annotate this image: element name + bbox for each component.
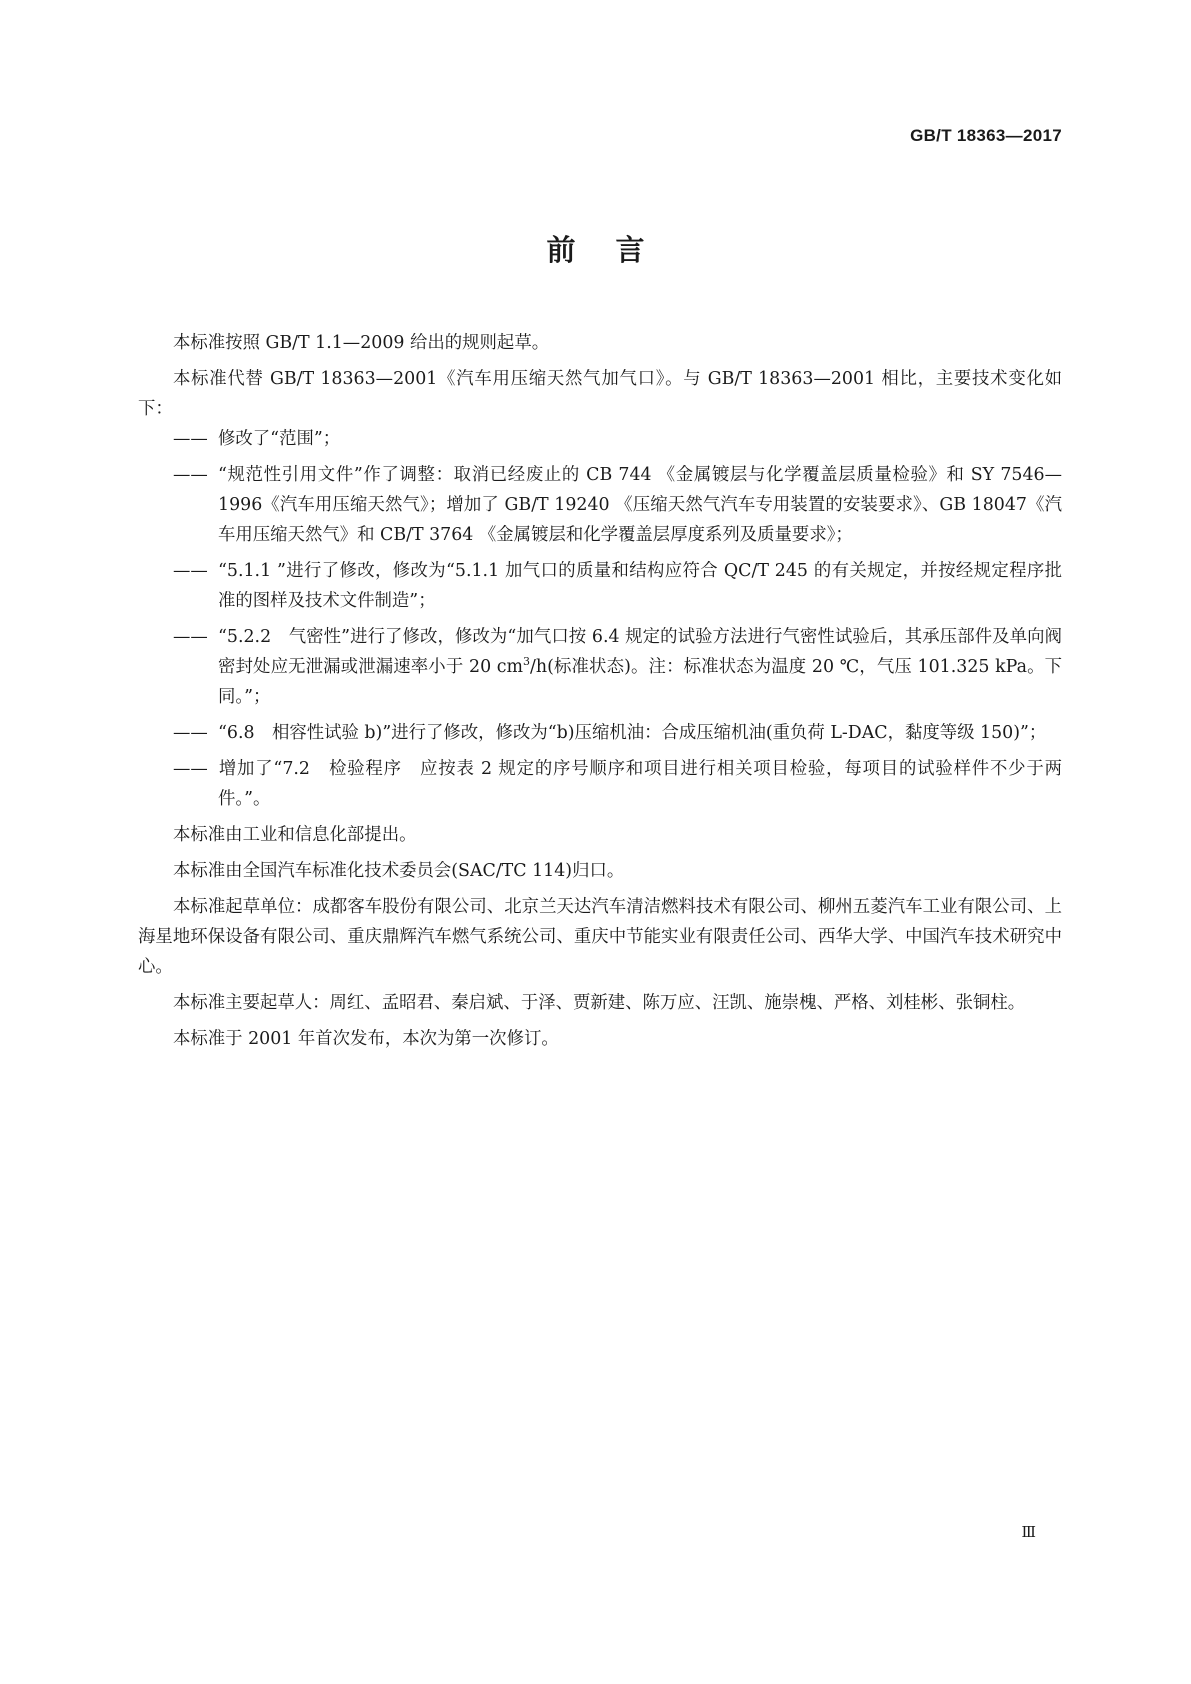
standard-number: GB/T 18363—2017 (910, 126, 1062, 145)
centralized-paragraph: 本标准由全国汽车标准化技术委员会(SAC/TC 114)归口。 (173, 861, 625, 881)
list-dash: —— (173, 429, 208, 449)
drafting-units-paragraph: 本标准起草单位：成都客车股份有限公司、北京兰天达汽车清洁燃料技术有限公司、柳州五菱汽车工业有限公司、上海星地环保设备有限公司、重庆鼎辉汽车燃气系统公司、重庆中节能实业有限责任公司、西华大学、中国汽车技术研究中心。 (138, 897, 1062, 977)
change-item-scope (173, 424, 1062, 454)
change-item-5-2-2 (173, 622, 1062, 712)
list-dash: —— (173, 723, 208, 743)
change-item-6-8 (173, 718, 1062, 748)
change-item-7-2 (173, 754, 1062, 814)
page-number: Ⅲ (1021, 1523, 1036, 1541)
proposer-paragraph: 本标准由工业和信息化部提出。 (173, 825, 417, 845)
replacement-paragraph: 本标准代替 GB/T 18363—2001《汽车用压缩天然气加气口》。与 GB/T 18363—2001 相比，主要技术变化如下： (138, 369, 1062, 419)
list-dash: —— (173, 759, 208, 779)
change-text: “6.8 相容性试验 b)”进行了修改，修改为“b)压缩机油：合成压缩机油(重负荷 L-DAC，黏度等级 150)”； (218, 723, 1047, 743)
change-text: 修改了“范围”； (218, 429, 341, 449)
change-text-part-1: “5.2.2 气密性”进行了修改，修改为“加气口按 6.4 规定的试验方法进行气密性试验后，其承压部件及单向阀密封处应无泄漏或泄漏速率小于 20 cm (218, 627, 1062, 677)
page-title: 前言 (546, 233, 685, 267)
change-item-5-1-1 (173, 556, 1062, 616)
drafters-paragraph: 本标准主要起草人：周红、孟昭君、秦启斌、于泽、贾新建、陈万应、汪凯、施崇槐、严格、刘桂彬、张铜柱。 (173, 993, 1026, 1013)
list-dash: —— (173, 465, 208, 485)
history-paragraph: 本标准于 2001 年首次发布，本次为第一次修订。 (173, 1029, 559, 1049)
change-text: “5.1.1 ”进行了修改，修改为“5.1.1 加气口的质量和结构应符合 QC/T 245 的有关规定，并按经规定程序批准的图样及技术文件制造”； (218, 561, 1062, 611)
change-text: 增加了“7.2 检验程序 应按表 2 规定的序号顺序和项目进行相关项目检验，每项目的试验样件不少于两件。”。 (218, 759, 1062, 809)
list-dash: —— (173, 627, 208, 647)
changes-list (138, 424, 1062, 814)
change-item-normative-references (173, 460, 1062, 550)
superscript-cubic: 3 (523, 655, 531, 669)
drafting-rules-paragraph: 本标准按照 GB/T 1.1—2009 给出的规则起草。 (173, 333, 550, 353)
change-text: “规范性引用文件”作了调整：取消已经废止的 CB 744 《金属镀层与化学覆盖层质量检验》和 SY 7546—1996《汽车用压缩天然气》；增加了 GB/T 19240 《压缩天然气汽车专用装置的安装要求》、GB 18047《汽车用压缩天然气》和 CB/T 3764 《金属镀层和化学覆盖层厚度系列及质量要求》； (218, 465, 1062, 545)
document-body (138, 328, 1062, 1060)
change-text-part-2: /h(标准状态)。注：标准状态为温度 20 ℃，气压 101.325 kPa。下同。”； (218, 657, 1062, 707)
list-dash: —— (173, 561, 208, 581)
